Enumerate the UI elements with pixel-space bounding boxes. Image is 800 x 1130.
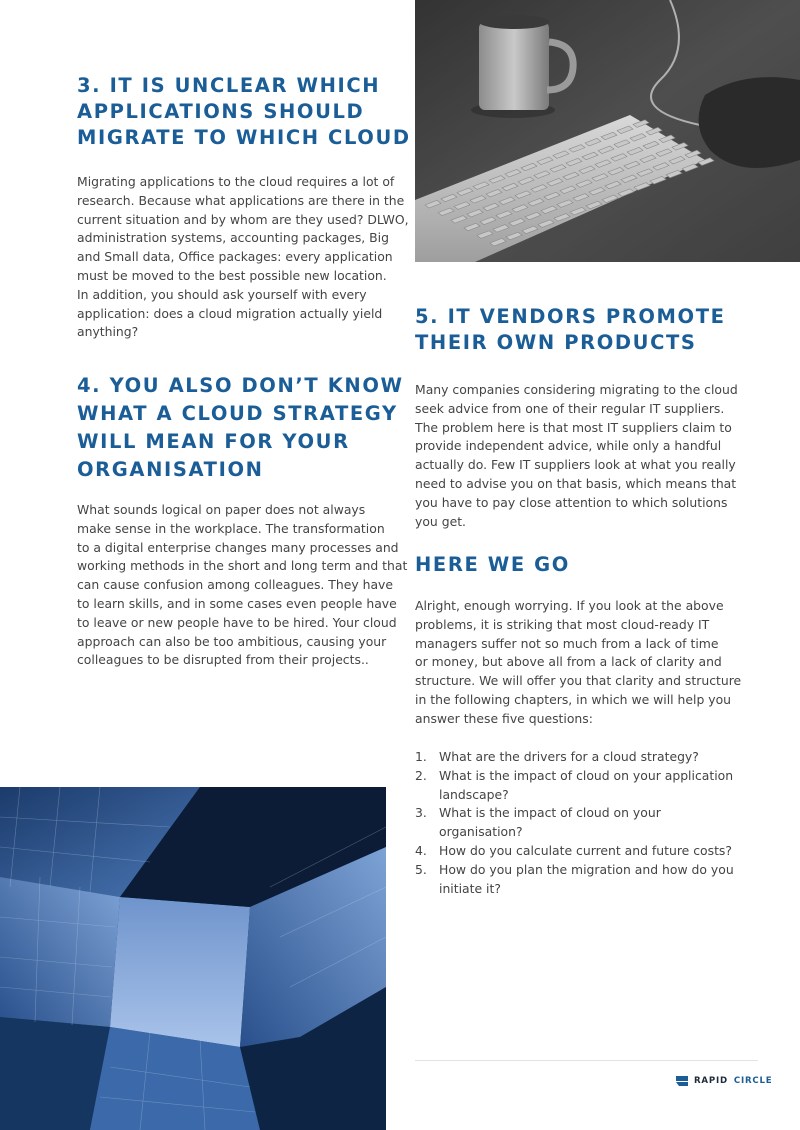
questions-list	[415, 748, 755, 898]
list-item: 2. What is the impact of cloud on your application landscape?	[415, 767, 734, 802]
logo-word-rapid: RAPID	[694, 1076, 728, 1086]
here-we-go-heading: HERE WE GO	[415, 553, 570, 576]
section-5-paragraph: Many companies considering migrating to the cloud seek advice from one of their regular IT suppliers. The problem here is that most IT suppliers claim to provide independent advice, while only a handful actually do. Few IT suppliers look at what you really need to advise you on that basis, which means that you have to pay close attention to which solutions you get.	[415, 382, 738, 529]
here-we-go-paragraph: Alright, enough worrying. If you look at the above problems, it is striking that most cloud-ready IT managers suffer not so much from a lack of time or money, but above all from a lack of clarity and structure. We will offer you that clarity and structure in the following chapters, in which we will help you answer these five questions:	[415, 598, 742, 726]
rapid-circle-logo-icon	[676, 1076, 688, 1086]
glass-building-illustration	[0, 787, 386, 1130]
logo-word-circle: CIRCLE	[733, 1076, 773, 1086]
here-we-go-section	[415, 552, 570, 578]
section-3-heading: 3. IT IS UNCLEAR WHICH APPLICATIONS SHOULD MIGRATE TO WHICH CLOUD	[77, 74, 411, 149]
section-4-heading: 4. YOU ALSO DON’T KNOW WHAT A CLOUD STRATEGY WILL MEAN FOR YOUR ORGANISATION	[77, 374, 404, 481]
list-item: 3. What is the impact of cloud on your organisation?	[415, 805, 661, 840]
section-5-heading: 5. IT VENDORS PROMOTE THEIR OWN PRODUCTS	[415, 305, 726, 354]
section-5-body	[415, 381, 738, 531]
keyboard-illustration	[415, 0, 800, 262]
section-3	[77, 73, 411, 151]
section-3-paragraph: Migrating applications to the cloud requires a lot of research. Because what applications are there in the current situation and by whom are they used? DLWO, administration systems, accounting packages, Big and Small data, Office packages: every application must be moved to the best possible new location. In addition, you should ask yourself with every application: does a cloud migration actually yield anything?	[77, 174, 409, 340]
questions-list-container	[415, 748, 755, 898]
section-3-body	[77, 173, 409, 342]
list-item: 4. How do you calculate current and future costs?	[415, 842, 732, 858]
list-item: 5. How do you plan the migration and how do you initiate it?	[415, 861, 734, 896]
section-4-body	[77, 501, 407, 670]
section-4	[77, 372, 404, 484]
list-item: 1. What are the drivers for a cloud strategy?	[415, 749, 699, 764]
section-4-paragraph: What sounds logical on paper does not always make sense in the workplace. The transformation to a digital enterprise changes many processes and working methods in the short and long term and that can cause confusion among colleagues. They have to learn skills, and in some cases even people have to leave or new people have to be hired. Your cloud approach can also be too ambitious, causing your colleagues to be disrupted from their projects..	[77, 502, 408, 668]
glass-building-photo	[0, 787, 386, 1130]
footer-divider	[415, 1060, 758, 1061]
section-5	[415, 304, 726, 356]
rapid-circle-logo	[676, 1076, 772, 1086]
keyboard-photo	[415, 0, 800, 262]
here-we-go-body	[415, 597, 741, 729]
